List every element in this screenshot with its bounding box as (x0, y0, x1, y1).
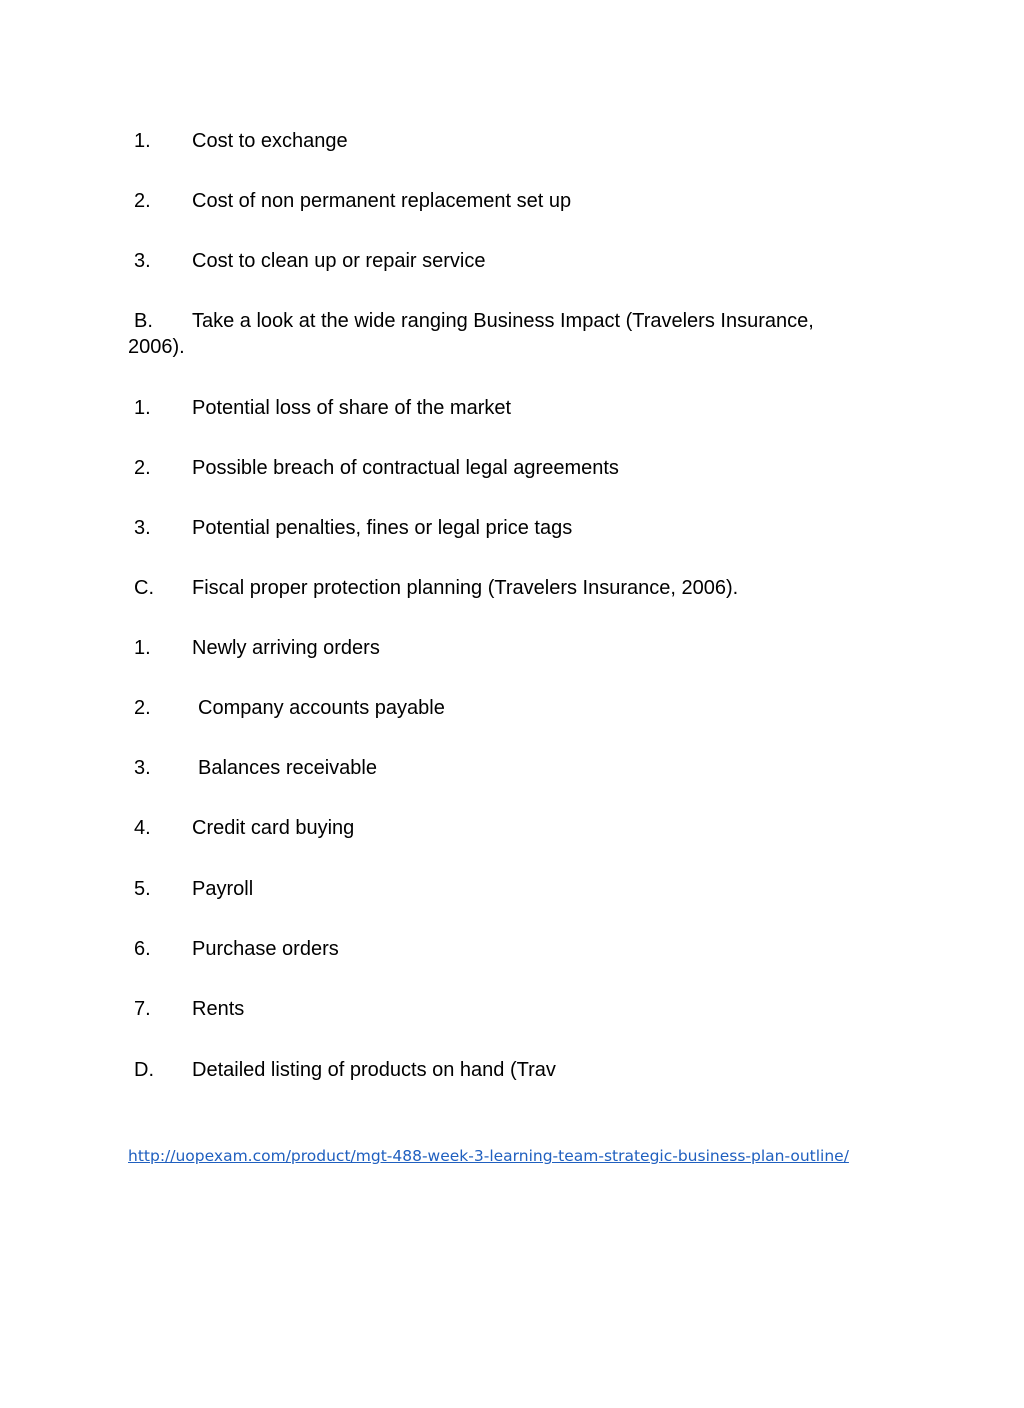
list-item-text: Cost to clean up or repair service (192, 250, 486, 272)
list-item-text: Potential penalties, fines or legal price tags (192, 517, 573, 539)
list-item-text: Possible breach of contractual legal agreements (192, 457, 619, 479)
list-marker: 1. (134, 637, 151, 659)
list-marker: 3. (134, 757, 151, 779)
list-item-text: Cost of non permanent replacement set up (192, 190, 572, 212)
list-item-text: Newly arriving orders (192, 637, 380, 659)
section-marker: B. (134, 310, 153, 332)
list-marker: 2. (134, 190, 151, 212)
list-marker: 1. (134, 397, 151, 419)
list-item-text: Potential loss of share of the market (192, 397, 512, 419)
list-marker: 1. (134, 130, 151, 152)
section-heading-text: Take a look at the wide ranging Business Impact (Travelers Insurance, (192, 310, 814, 332)
list-marker: 6. (134, 938, 151, 960)
list-marker: 5. (134, 878, 151, 900)
list-marker: 2. (134, 457, 151, 479)
list-item-text: Rents (192, 998, 245, 1020)
list-item-text: Credit card buying (192, 817, 355, 839)
list-item-text: Balances receivable (198, 757, 377, 779)
source-url-link[interactable]: http://uopexam.com/product/mgt-488-week-3-learning-team-strategic-business-plan-outline/ (128, 1147, 849, 1165)
section-marker: C. (134, 577, 154, 599)
list-item-text: Purchase orders (192, 938, 339, 960)
section-heading-text: Fiscal proper protection planning (Travelers Insurance, 2006). (192, 577, 739, 599)
list-marker: 2. (134, 697, 151, 719)
list-marker: 3. (134, 250, 151, 272)
section-heading-continuation: 2006). (128, 336, 185, 358)
list-marker: 3. (134, 517, 151, 539)
list-marker: 7. (134, 998, 151, 1020)
section-marker: D. (134, 1059, 154, 1081)
list-item-text: Payroll (192, 878, 254, 900)
section-heading-text: Detailed listing of products on hand (Trav (192, 1059, 556, 1081)
list-item-text: Company accounts payable (198, 697, 445, 719)
list-item-text: Cost to exchange (192, 130, 348, 152)
list-marker: 4. (134, 817, 151, 839)
